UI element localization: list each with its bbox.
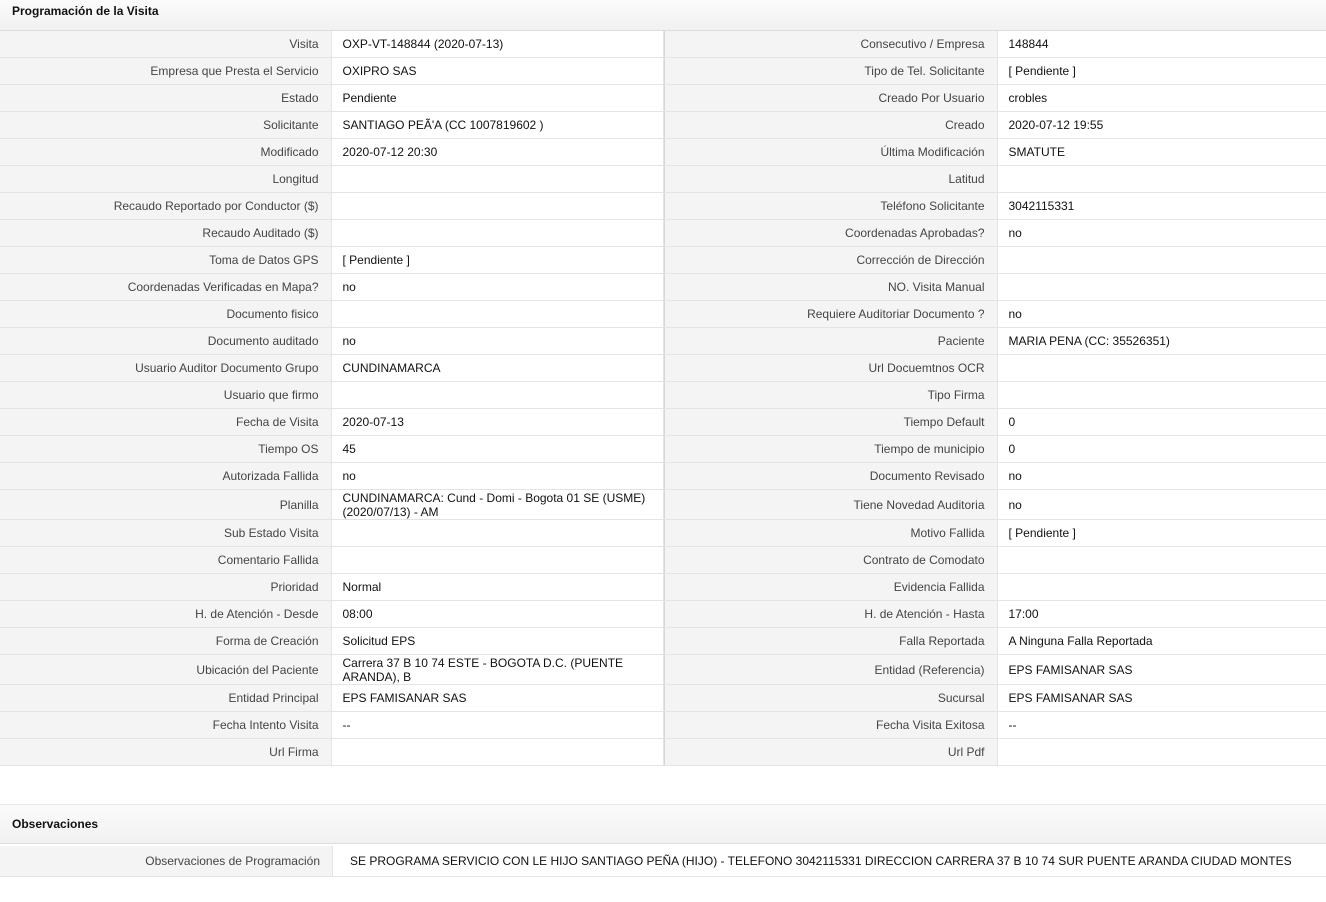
field-label: Requiere Auditoriar Documento ? — [665, 301, 997, 328]
field-value: 0 — [997, 436, 1326, 463]
field-label: Comentario Fallida — [0, 547, 331, 574]
field-value: no — [331, 274, 663, 301]
field-value — [997, 355, 1326, 382]
detail-row — [0, 463, 1326, 490]
visit-details-table — [0, 31, 1326, 766]
field-label: Usuario que firmo — [0, 382, 331, 409]
detail-row — [0, 601, 1326, 628]
detail-row — [0, 112, 1326, 139]
field-value: Pendiente — [331, 85, 663, 112]
field-label: Corrección de Dirección — [665, 247, 997, 274]
field-label: Url Docuemtnos OCR — [665, 355, 997, 382]
detail-row — [0, 382, 1326, 409]
detail-row — [0, 436, 1326, 463]
field-value: [ Pendiente ] — [997, 58, 1326, 85]
field-value: no — [331, 463, 663, 490]
field-value: OXIPRO SAS — [331, 58, 663, 85]
detail-row — [0, 409, 1326, 436]
detail-row — [0, 574, 1326, 601]
field-value: 2020-07-12 19:55 — [997, 112, 1326, 139]
detail-row — [0, 628, 1326, 655]
field-label: Sucursal — [665, 685, 997, 712]
field-label: Documento Revisado — [665, 463, 997, 490]
field-label: NO. Visita Manual — [665, 274, 997, 301]
field-value — [997, 166, 1326, 193]
field-value: no — [997, 301, 1326, 328]
field-value: 08:00 — [331, 601, 663, 628]
field-label: Creado Por Usuario — [665, 85, 997, 112]
field-label: Recaudo Reportado por Conductor ($) — [0, 193, 331, 220]
field-label: Recaudo Auditado ($) — [0, 220, 331, 247]
field-label: Última Modificación — [665, 139, 997, 166]
field-label: Motivo Fallida — [665, 520, 997, 547]
field-value: no — [997, 463, 1326, 490]
field-value: [ Pendiente ] — [331, 247, 663, 274]
detail-row — [0, 355, 1326, 382]
observations-label: Observaciones de Programación — [0, 846, 333, 877]
field-value — [331, 301, 663, 328]
detail-row — [0, 520, 1326, 547]
field-label: Entidad Principal — [0, 685, 331, 712]
field-label: Contrato de Comodato — [665, 547, 997, 574]
observations-value: SE PROGRAMA SERVICIO CON LE HIJO SANTIAGO PEÑA (HIJO) - TELEFONO 3042115331 DIRECCION CARRERA 37 B 10 74 SUR PUENTE ARANDA CIUDAD MONTES — [333, 846, 1326, 877]
field-value: CUNDINAMARCA — [331, 355, 663, 382]
field-label: Teléfono Solicitante — [665, 193, 997, 220]
field-label: Planilla — [0, 490, 331, 520]
field-value — [331, 220, 663, 247]
field-label: Visita — [0, 31, 331, 58]
field-label: Tiempo de municipio — [665, 436, 997, 463]
field-value — [997, 274, 1326, 301]
field-value: EPS FAMISANAR SAS — [331, 685, 663, 712]
field-value — [997, 382, 1326, 409]
field-value: no — [997, 220, 1326, 247]
field-value: CUNDINAMARCA: Cund - Domi - Bogota 01 SE (USME) (2020/07/13) - AM — [331, 490, 663, 520]
field-value: MARIA PENA (CC: 35526351) — [997, 328, 1326, 355]
field-label: Estado — [0, 85, 331, 112]
field-label: Tipo Firma — [665, 382, 997, 409]
field-value — [331, 547, 663, 574]
detail-row — [0, 655, 1326, 685]
detail-row — [0, 547, 1326, 574]
detail-row — [0, 220, 1326, 247]
observations-table — [0, 846, 1326, 877]
field-value — [331, 166, 663, 193]
field-value: EPS FAMISANAR SAS — [997, 655, 1326, 685]
field-label: Prioridad — [0, 574, 331, 601]
field-value: SMATUTE — [997, 139, 1326, 166]
section-spacer — [0, 766, 1326, 804]
detail-row — [0, 193, 1326, 220]
field-label: Toma de Datos GPS — [0, 247, 331, 274]
section-header-programacion — [0, 0, 1326, 31]
field-label: Entidad (Referencia) — [665, 655, 997, 685]
field-value: Carrera 37 B 10 74 ESTE - BOGOTA D.C. (PUENTE ARANDA), B — [331, 655, 663, 685]
field-label: Coordenadas Aprobadas? — [665, 220, 997, 247]
field-label: Fecha Visita Exitosa — [665, 712, 997, 739]
field-label: Tiene Novedad Auditoria — [665, 490, 997, 520]
field-value: SANTIAGO PEÃ'A (CC 1007819602 ) — [331, 112, 663, 139]
field-value: 0 — [997, 409, 1326, 436]
field-value: 45 — [331, 436, 663, 463]
field-label: Fecha Intento Visita — [0, 712, 331, 739]
field-label: Documento auditado — [0, 328, 331, 355]
field-value — [331, 739, 663, 766]
field-value — [997, 247, 1326, 274]
field-label: Documento fisico — [0, 301, 331, 328]
field-label: Forma de Creación — [0, 628, 331, 655]
detail-row — [0, 58, 1326, 85]
detail-row — [0, 166, 1326, 193]
field-label: Tipo de Tel. Solicitante — [665, 58, 997, 85]
detail-row — [0, 739, 1326, 766]
field-label: Url Pdf — [665, 739, 997, 766]
field-value: 148844 — [997, 31, 1326, 58]
field-value: -- — [997, 712, 1326, 739]
field-value: OXP-VT-148844 (2020-07-13) — [331, 31, 663, 58]
field-label: Evidencia Fallida — [665, 574, 997, 601]
field-label: Tiempo Default — [665, 409, 997, 436]
field-value: A Ninguna Falla Reportada — [997, 628, 1326, 655]
field-value: Solicitud EPS — [331, 628, 663, 655]
section-title: Programación de la Visita — [12, 4, 159, 18]
field-label: Modificado — [0, 139, 331, 166]
field-label: Empresa que Presta el Servicio — [0, 58, 331, 85]
detail-row — [0, 31, 1326, 58]
detail-row — [0, 247, 1326, 274]
field-label: H. de Atención - Desde — [0, 601, 331, 628]
field-label: Longitud — [0, 166, 331, 193]
field-value: 17:00 — [997, 601, 1326, 628]
field-label: Fecha de Visita — [0, 409, 331, 436]
field-value: [ Pendiente ] — [997, 520, 1326, 547]
field-label: Ubicación del Paciente — [0, 655, 331, 685]
field-value: Normal — [331, 574, 663, 601]
field-label: H. de Atención - Hasta — [665, 601, 997, 628]
field-value: 2020-07-12 20:30 — [331, 139, 663, 166]
detail-row — [0, 328, 1326, 355]
field-value — [331, 382, 663, 409]
field-label: Falla Reportada — [665, 628, 997, 655]
section-header-observaciones — [0, 804, 1326, 844]
field-label: Autorizada Fallida — [0, 463, 331, 490]
detail-row — [0, 490, 1326, 520]
field-value: 2020-07-13 — [331, 409, 663, 436]
detail-row — [0, 139, 1326, 166]
field-label: Coordenadas Verificadas en Mapa? — [0, 274, 331, 301]
field-value — [997, 547, 1326, 574]
field-value: crobles — [997, 85, 1326, 112]
field-value — [997, 574, 1326, 601]
field-value: 3042115331 — [997, 193, 1326, 220]
field-value — [997, 739, 1326, 766]
observations-row — [0, 846, 1326, 877]
detail-row — [0, 685, 1326, 712]
field-label: Consecutivo / Empresa — [665, 31, 997, 58]
detail-row — [0, 274, 1326, 301]
detail-row — [0, 85, 1326, 112]
field-label: Paciente — [665, 328, 997, 355]
field-value: -- — [331, 712, 663, 739]
field-value: no — [331, 328, 663, 355]
field-label: Solicitante — [0, 112, 331, 139]
observations-title: Observaciones — [12, 817, 99, 831]
field-label: Usuario Auditor Documento Grupo — [0, 355, 331, 382]
field-value: no — [997, 490, 1326, 520]
field-label: Creado — [665, 112, 997, 139]
field-label: Tiempo OS — [0, 436, 331, 463]
field-label: Sub Estado Visita — [0, 520, 331, 547]
field-value — [331, 520, 663, 547]
field-value: EPS FAMISANAR SAS — [997, 685, 1326, 712]
field-label: Url Firma — [0, 739, 331, 766]
detail-row — [0, 301, 1326, 328]
detail-row — [0, 712, 1326, 739]
field-label: Latitud — [665, 166, 997, 193]
field-value — [331, 193, 663, 220]
